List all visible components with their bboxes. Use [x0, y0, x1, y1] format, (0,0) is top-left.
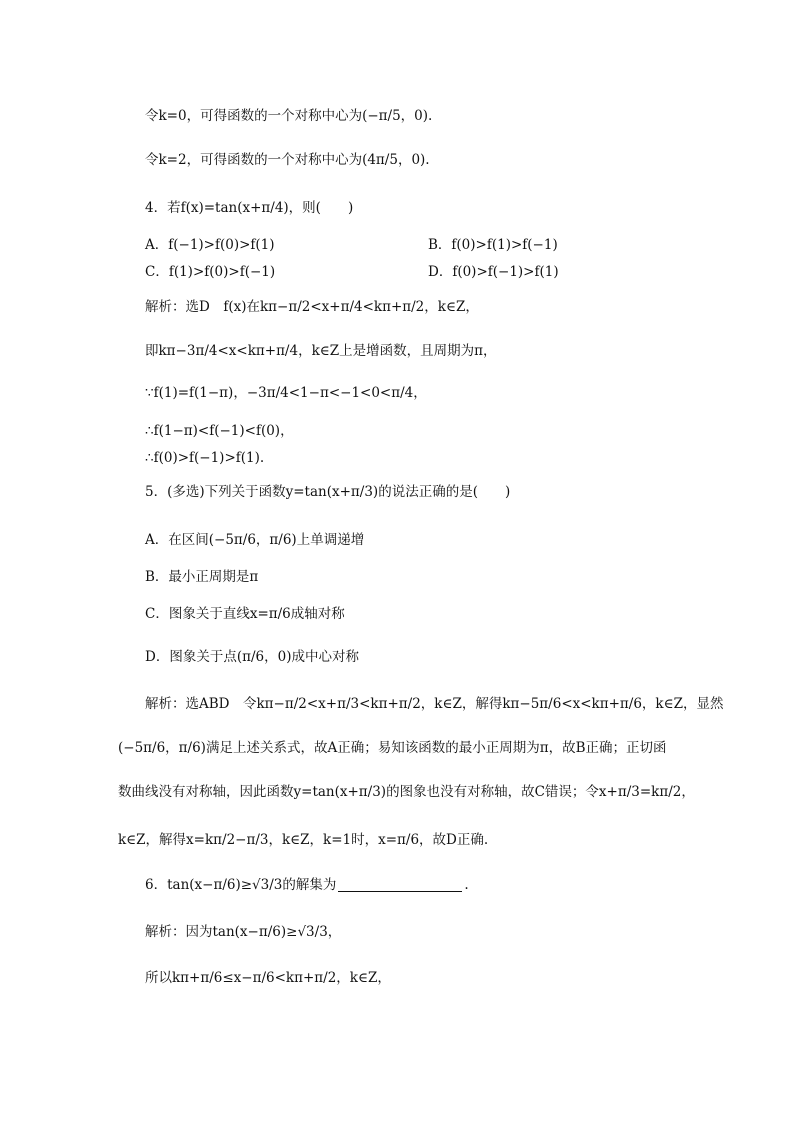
q4-solution-1: 解析：选D f(x)在kπ−π/2<x+π/4<kπ+π/2，k∈Z， [145, 299, 479, 315]
q5-option-c: C．图象关于直线x=π/6成轴对称 [145, 606, 345, 622]
q4-solution-5: ∴f(0)>f(−1)>f(1). [145, 450, 265, 466]
text-line-k0: 令k=0，可得函数的一个对称中心为(−π/5，0). [145, 108, 433, 124]
q5-option-b: B．最小正周期是π [145, 569, 259, 585]
question-6 [145, 875, 469, 895]
q5-option-d: D．图象关于点(π/6，0)成中心对称 [145, 649, 359, 665]
q4-solution-3: ∵f(1)=f(1−π)，−3π/4<1−π<−1<0<π/4， [145, 385, 427, 401]
q5-solution-2: (−5π/6，π/6)满足上述关系式，故A正确；易知该函数的最小正周期为π，故B正确；正切函 [118, 740, 667, 756]
q4-option-a: A．f(−1)>f(0)>f(1) [145, 237, 275, 253]
q4-option-c: C．f(1)>f(0)>f(−1) [145, 264, 276, 280]
q6-solution-1: 解析：因为tan(x−π/6)≥√3/3， [145, 924, 342, 940]
q5-solution-1: 解析：选ABD 令kπ−π/2<x+π/3<kπ+π/2，k∈Z，解得kπ−5π/6<x<kπ+π/6，k∈Z，显然 [145, 696, 724, 712]
q6-period: . [464, 877, 469, 893]
q6-text: 6．tan(x−π/6)≥√3/3的解集为 [145, 877, 337, 893]
q5-option-a: A．在区间(−5π/6，π/6)上单调递增 [145, 532, 365, 548]
q4-solution-4: ∴f(1−π)<f(−1)<f(0)， [145, 423, 294, 439]
q6-solution-2: 所以kπ+π/6≤x−π/6<kπ+π/2，k∈Z， [145, 970, 391, 986]
q4-solution-2: 即kπ−3π/4<x<kπ+π/4，k∈Z上是增函数，且周期为π， [145, 343, 497, 359]
text-line-k2: 令k=2，可得函数的一个对称中心为(4π/5，0). [145, 152, 430, 168]
q4-option-d: D．f(0)>f(−1)>f(1) [428, 264, 559, 280]
q5-solution-4: k∈Z，解得x=kπ/2−π/3，k∈Z，k=1时，x=π/6，故D正确. [118, 832, 489, 848]
q4-option-b: B．f(0)>f(1)>f(−1) [428, 237, 558, 253]
question-5: 5．(多选)下列关于函数y=tan(x+π/3)的说法正确的是( ) [145, 484, 511, 500]
question-4: 4．若f(x)=tan(x+π/4)，则( ) [145, 200, 354, 216]
q5-solution-3: 数曲线没有对称轴，因此函数y=tan(x+π/3)的图象也没有对称轴，故C错误；令x+π/3=kπ/2， [118, 784, 695, 800]
answer-blank [338, 877, 462, 892]
